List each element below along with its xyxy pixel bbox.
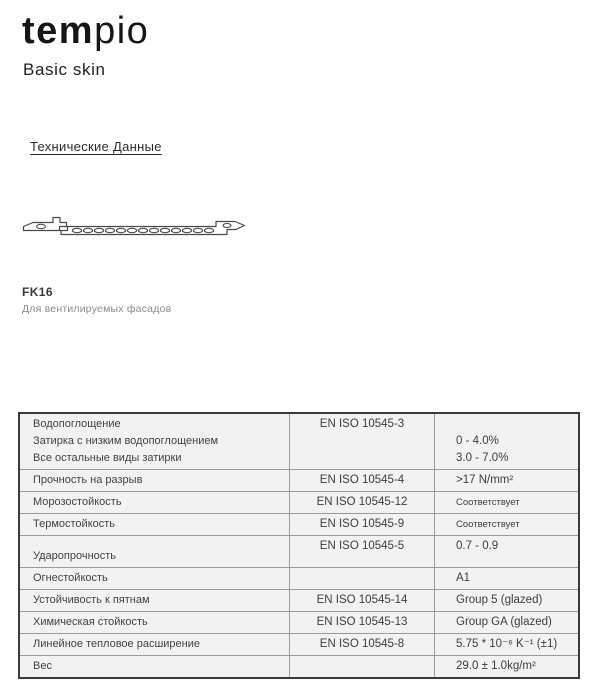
- table-row: [20, 611, 578, 633]
- cell-line: 0 - 4.0%: [456, 435, 499, 447]
- cell-line: Ударопрочность: [33, 550, 117, 562]
- standard-cell: [290, 414, 435, 469]
- cell-line: Морозостойкость: [33, 496, 122, 508]
- value-cell: [435, 656, 578, 677]
- brand-logo-bold: tem: [22, 10, 95, 52]
- cell-line: EN ISO 10545-4: [319, 474, 405, 486]
- cell-line: Химическая стойкость: [33, 616, 148, 628]
- cell-line: Все остальные виды затирки: [33, 452, 182, 464]
- cell-line: EN ISO 10545-5: [319, 540, 405, 552]
- cell-line: Соответствует: [456, 519, 520, 530]
- standard-cell: [290, 536, 435, 567]
- property-label-cell: [20, 634, 290, 655]
- table-row: [20, 491, 578, 513]
- value-cell: [435, 590, 578, 611]
- table-row: [20, 414, 578, 469]
- table-row: [20, 469, 578, 491]
- cell-line: Водопоглощение: [33, 418, 121, 430]
- cell-line: [33, 538, 289, 548]
- table-row: [20, 567, 578, 589]
- product-code-description: Для вентилируемых фасадов: [22, 303, 172, 315]
- cell-line: [290, 574, 434, 584]
- cell-line: Group GA (glazed): [456, 616, 552, 628]
- product-code: FK16: [22, 285, 53, 299]
- value-cell: [435, 492, 578, 513]
- product-name: Basic skin: [23, 60, 106, 79]
- table-row: [20, 589, 578, 611]
- standard-cell: [290, 590, 435, 611]
- standard-cell: [290, 492, 435, 513]
- value-cell: [435, 536, 578, 567]
- brand-logo-light: pio: [94, 10, 150, 52]
- table-row: [20, 655, 578, 677]
- value-cell: [435, 612, 578, 633]
- standard-cell: [290, 612, 435, 633]
- properties-table: [18, 412, 580, 679]
- value-cell: [435, 568, 578, 589]
- standard-cell: [290, 568, 435, 589]
- cell-line: A1: [456, 572, 471, 584]
- value-cell: [435, 470, 578, 491]
- cell-line: EN ISO 10545-12: [316, 496, 408, 508]
- value-cell: [435, 414, 578, 469]
- table-row: [20, 535, 578, 567]
- brand-logo: [22, 8, 149, 54]
- cell-line: Прочность на разрыв: [33, 474, 143, 486]
- cell-line: 5.75 * 10⁻⁶ K⁻¹ (±1): [456, 638, 558, 650]
- property-label-cell: [20, 514, 290, 535]
- cell-line: >17 N/mm²: [456, 474, 514, 486]
- property-label-cell: [20, 656, 290, 677]
- cell-line: EN ISO 10545-13: [316, 616, 408, 628]
- property-label-cell: [20, 414, 290, 469]
- value-cell: [435, 514, 578, 535]
- table-row: [20, 513, 578, 535]
- cell-line: Линейное тепловое расширение: [33, 638, 201, 650]
- cell-line: Устойчивость к пятнам: [33, 594, 150, 606]
- property-label-cell: [20, 470, 290, 491]
- property-label-cell: [20, 536, 290, 567]
- standard-cell: [290, 470, 435, 491]
- standard-cell: [290, 634, 435, 655]
- cell-line: Вес: [33, 660, 52, 672]
- cell-line: 29.0 ± 1.0kg/m²: [456, 660, 536, 672]
- cell-line: [456, 416, 578, 433]
- cell-line: EN ISO 10545-9: [319, 518, 405, 530]
- cell-line: Group 5 (glazed): [456, 594, 543, 606]
- cell-line: Огнестойкость: [33, 572, 108, 584]
- cell-line: Соответствует: [456, 497, 520, 508]
- cell-line: 3.0 - 7.0%: [456, 452, 509, 464]
- property-label-cell: [20, 568, 290, 589]
- section-title-link[interactable]: Технические Данные: [30, 139, 162, 154]
- cell-line: Термостойкость: [33, 518, 116, 530]
- standard-cell: [290, 514, 435, 535]
- cell-line: EN ISO 10545-8: [319, 638, 405, 650]
- property-label-cell: [20, 590, 290, 611]
- property-label-cell: [20, 612, 290, 633]
- cell-line: [290, 662, 434, 672]
- table-row: [20, 633, 578, 655]
- cell-line: 0.7 - 0.9: [456, 540, 499, 552]
- property-label-cell: [20, 492, 290, 513]
- value-cell: [435, 634, 578, 655]
- cell-line: EN ISO 10545-14: [316, 594, 408, 606]
- panel-profile-drawing: [20, 213, 250, 243]
- standard-cell: [290, 656, 435, 677]
- cell-line: Затирка с низким водопоглощением: [33, 435, 219, 447]
- cell-line: EN ISO 10545-3: [319, 418, 405, 430]
